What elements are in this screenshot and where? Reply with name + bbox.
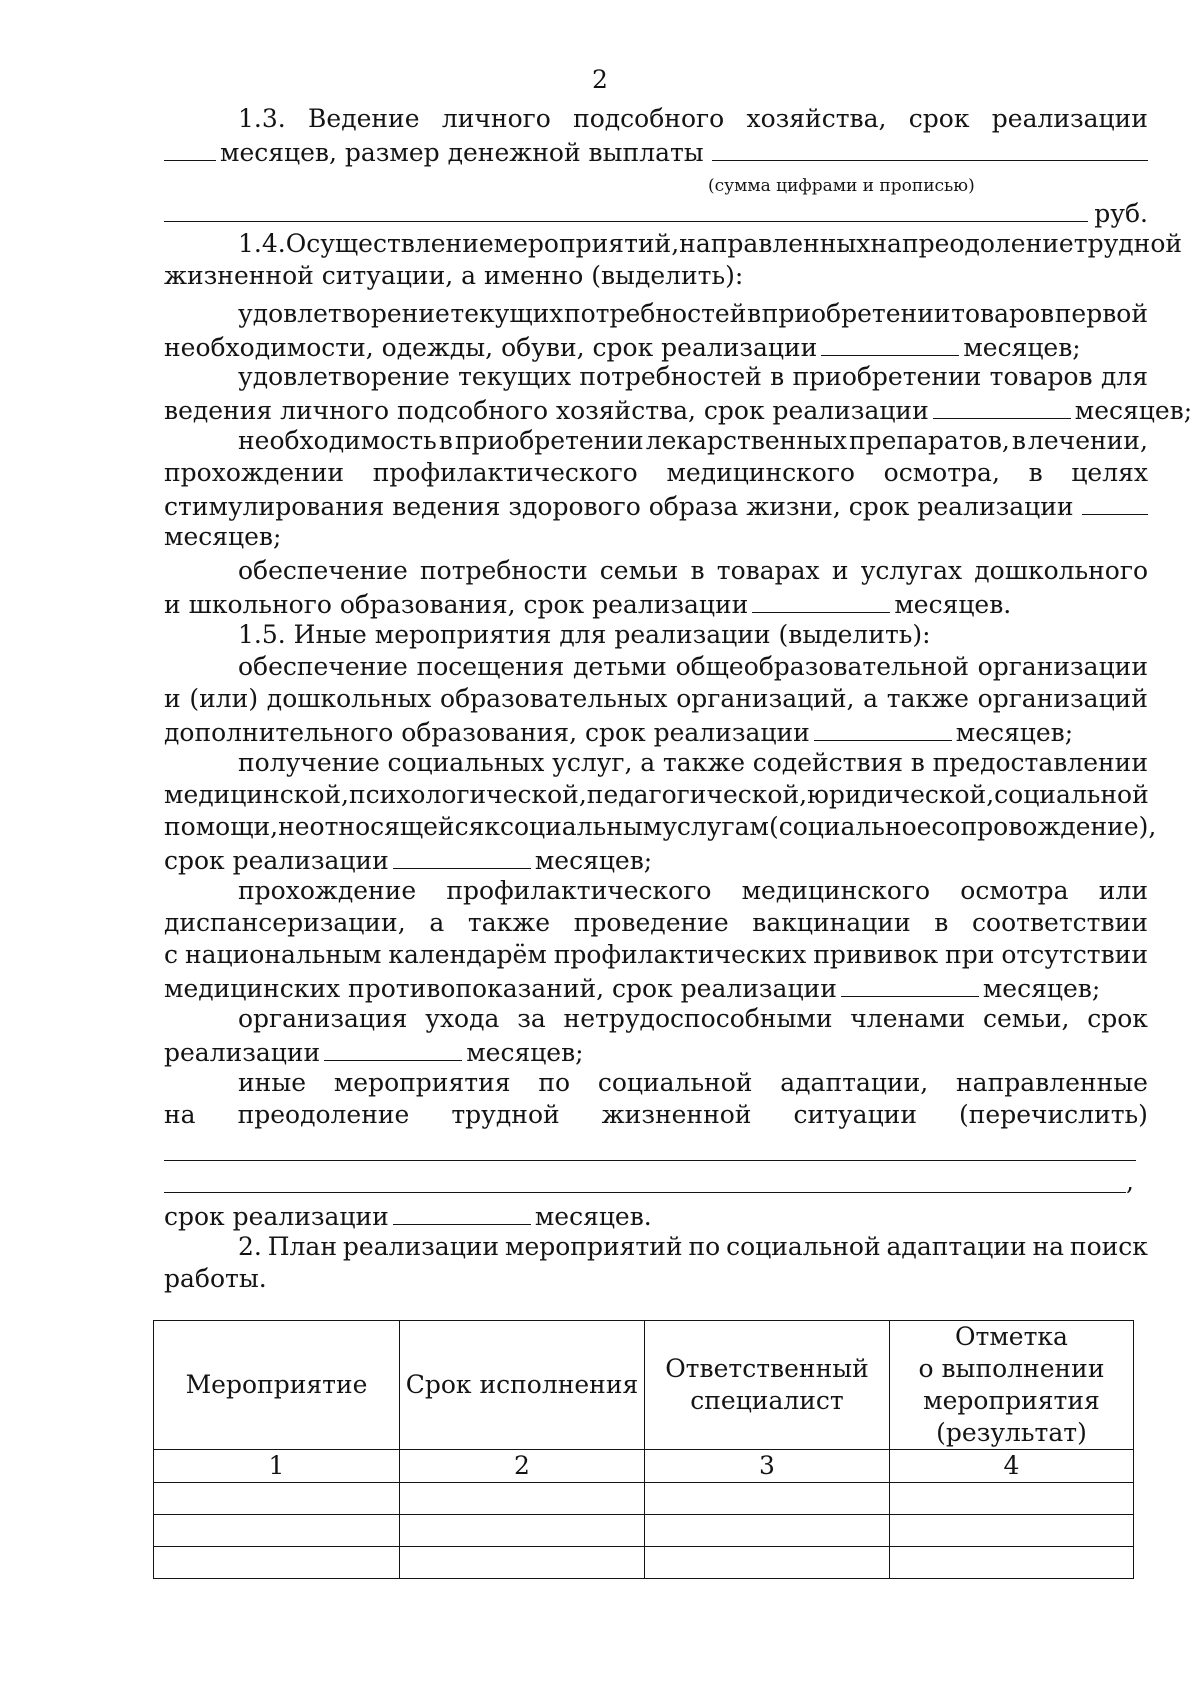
item-1-5-e-line-1: иные мероприятия по социальной адаптации, направленные [238, 1068, 1148, 1097]
term-blank[interactable] [393, 1199, 531, 1225]
item-1-5-b-line-1: получение социальных услуг, а также содействия в предоставлении [238, 748, 1148, 777]
item-1-5-e-line-3: срок реализации месяцев. [164, 1199, 1148, 1233]
other-measures-blank-line-2[interactable] [164, 1192, 1126, 1193]
term-blank[interactable] [1082, 489, 1148, 515]
item-1-5-a-line-3: дополнительного образования, срок реализации месяцев; [164, 715, 1148, 749]
table-cell[interactable] [400, 1515, 645, 1547]
item-1-5-c-line-2: диспансеризации, а также проведение вакцинации в соответствии [164, 908, 1148, 937]
item-1-4-a-line-2: необходимости, одежды, обуви, срок реализации месяцев; [164, 330, 1148, 364]
table-cell[interactable] [154, 1483, 400, 1515]
paragraph-2-line-1: 2. План реализации мероприятий по социальной адаптации на поиск [238, 1232, 1148, 1261]
item-1-5-b-line-4: срок реализации месяцев; [164, 843, 1148, 877]
term-blank[interactable] [752, 587, 890, 613]
table-cell[interactable] [400, 1547, 645, 1579]
payment-amount-blank[interactable] [712, 135, 1148, 161]
term-blank[interactable] [393, 843, 531, 869]
header-completion-mark: Отметка о выполнении мероприятия (результат) [890, 1321, 1134, 1450]
term-blank[interactable] [821, 330, 959, 356]
term-blank[interactable] [814, 715, 952, 741]
item-1-4-d-line-1: обеспечение потребности семьи в товарах и услугах дошкольного [238, 556, 1148, 585]
item-1-4-c-line-2: прохождении профилактического медицинского осмотра, в целях [164, 458, 1148, 487]
table-cell[interactable] [154, 1515, 400, 1547]
plan-table [153, 1320, 1134, 1579]
table-row [154, 1483, 1134, 1515]
table-cell[interactable] [154, 1547, 400, 1579]
paragraph-1-5-line-1: 1.5. Иные мероприятия для реализации (выделить): [238, 620, 931, 649]
item-1-4-b-line-2: ведения личного подсобного хозяйства, срок реализации месяцев; [164, 393, 1148, 427]
column-number: 1 [154, 1450, 400, 1483]
header-activity: Мероприятие [154, 1321, 400, 1450]
item-1-4-c-line-1: необходимость в приобретении лекарственных препаратов, в лечении, [238, 426, 1148, 455]
item-1-5-a-line-2: и (или) дошкольных образовательных организаций, а также организаций [164, 684, 1148, 713]
page-number: 2 [592, 65, 608, 94]
item-1-4-d-line-2: и школьного образования, срок реализации месяцев. [164, 587, 1148, 621]
other-measures-blank-line-1[interactable] [164, 1160, 1136, 1161]
table-row [154, 1547, 1134, 1579]
table-cell[interactable] [645, 1547, 890, 1579]
column-number: 2 [400, 1450, 645, 1483]
term-blank[interactable] [164, 135, 216, 161]
item-1-4-b-line-1: удовлетворение текущих потребностей в приобретении товаров для [238, 362, 1148, 391]
item-1-5-c-line-4: медицинских противопоказаний, срок реализации месяцев; [164, 971, 1148, 1005]
table-cell[interactable] [890, 1515, 1134, 1547]
item-1-4-a-line-1: удовлетворение текущих потребностей в приобретении товаров первой [238, 299, 1148, 328]
paragraph-1-3-line-3: руб. [164, 196, 1148, 230]
item-1-5-d-line-1: организация ухода за нетрудоспособными членами семьи, срок [238, 1004, 1148, 1033]
blank-comma: , [1126, 1167, 1134, 1196]
paragraph-1-4-line-2: жизненной ситуации, а именно (выделить): [164, 261, 744, 290]
item-1-5-d-line-2: реализации месяцев; [164, 1035, 1148, 1069]
item-1-4-c-line-4: месяцев; [164, 522, 282, 551]
item-1-5-b-line-3: помощи, не относящейся к социальным услугам (социальное сопровождение), [164, 812, 1157, 841]
paragraph-1-3-line-1: 1.3. Ведение личного подсобного хозяйства, срок реализации [238, 104, 1148, 133]
paragraph-2-line-2: работы. [164, 1264, 267, 1293]
item-1-5-a-line-1: обеспечение посещения детьми общеобразовательной организации [238, 652, 1148, 681]
item-1-5-c-line-1: прохождение профилактического медицинского осмотра или [238, 876, 1148, 905]
term-blank[interactable] [841, 971, 979, 997]
table-cell[interactable] [400, 1483, 645, 1515]
table-cell[interactable] [645, 1483, 890, 1515]
table-row [154, 1515, 1134, 1547]
table-cell[interactable] [890, 1483, 1134, 1515]
column-number-row [154, 1450, 1134, 1483]
amount-hint: (сумма цифрами и прописью) [708, 176, 975, 196]
paragraph-1-4-line-1: 1.4. Осуществление мероприятий, направленных на преодоление трудной [238, 229, 1183, 258]
table-cell[interactable] [890, 1547, 1134, 1579]
table-header-row [154, 1321, 1134, 1450]
item-1-5-b-line-2: медицинской, психологической, педагогической, юридической, социальной [164, 780, 1149, 809]
term-blank[interactable] [324, 1035, 462, 1061]
payment-amount-words-blank[interactable] [164, 196, 1088, 222]
paragraph-1-3-line-2: месяцев, размер денежной выплаты [164, 135, 1148, 169]
item-1-5-e-line-2: на преодоление трудной жизненной ситуации (перечислить) [164, 1100, 1148, 1129]
column-number: 3 [645, 1450, 890, 1483]
term-blank[interactable] [933, 393, 1071, 419]
item-1-5-c-line-3: с национальным календарём профилактических прививок при отсутствии [164, 940, 1148, 969]
header-responsible: Ответственный специалист [645, 1321, 890, 1450]
item-1-4-c-line-3: стимулирования ведения здорового образа жизни, срок реализации [164, 489, 1148, 523]
header-deadline: Срок исполнения [400, 1321, 645, 1450]
column-number: 4 [890, 1450, 1134, 1483]
table-cell[interactable] [645, 1515, 890, 1547]
